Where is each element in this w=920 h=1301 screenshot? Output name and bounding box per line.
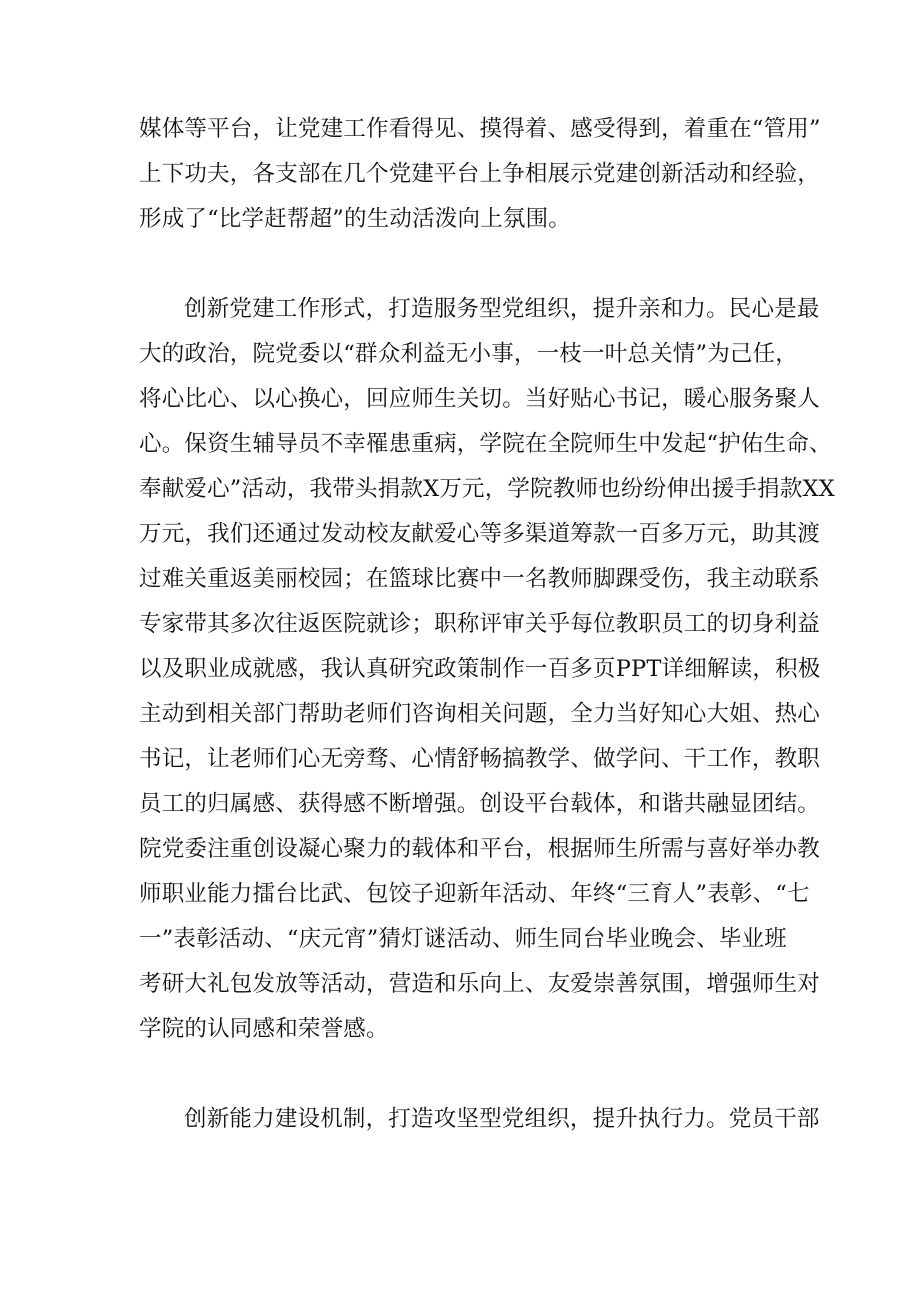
paragraph-2-line-9: 以及职业成就感，我认真研究政策制作一百多页PPT详细解读，积极 — [139, 656, 821, 682]
paragraph-2-line-4: 心。保资生辅导员不幸罹患重病，学院在全院师生中发起“护佑生命、 — [139, 431, 832, 457]
paragraph-2-line-15: 一”表彰活动、“庆元宵”猜灯谜活动、师生同台毕业晚会、毕业班 — [139, 926, 788, 952]
paragraph-2-line-1: 创新党建工作形式，打造服务型党组织，提升亲和力。民心是最 — [184, 296, 820, 322]
paragraph-2-line-10: 主动到相关部门帮助老师们咨询相关问题，全力当好知心大姐、热心 — [139, 701, 821, 727]
paragraph-2-line-16: 考研大礼包发放等活动，营造和乐向上、友爱崇善氛围，增强师生对 — [139, 971, 821, 997]
paragraph-2-line-13: 院党委注重创设凝心聚力的载体和平台，根据师生所需与喜好举办教 — [139, 836, 821, 862]
paragraph-2-line-5: 奉献爱心”活动，我带头捐款X万元，学院教师也纷纷伸出援手捐款XX — [139, 476, 835, 502]
paragraph-2-line-7: 过难关重返美丽校园；在篮球比赛中一名教师脚踝受伤，我主动联系 — [139, 566, 821, 592]
paragraph-2-line-11: 书记，让老师们心无旁骛、心情舒畅搞教学、做学问、干工作，教职 — [139, 746, 821, 772]
paragraph-1-line-2: 上下功夫，各支部在几个党建平台上争相展示党建创新活动和经验， — [139, 161, 821, 187]
paragraph-2-line-14: 师职业能力擂台比武、包饺子迎新年活动、年终“三育人”表彰、“七 — [139, 881, 810, 907]
paragraph-1-line-3: 形成了“比学赶帮超”的生动活泼向上氛围。 — [139, 206, 572, 232]
paragraph-2-line-17: 学院的认同感和荣誉感。 — [139, 1016, 389, 1042]
paragraph-2-line-2: 大的政治，院党委以“群众利益无小事，一枝一叶总关情”为己任， — [139, 341, 799, 367]
paragraph-3-line-1: 创新能力建设机制，打造攻坚型党组织，提升执行力。党员干部 — [184, 1106, 820, 1132]
paragraph-2-line-3: 将心比心、以心换心，回应师生关切。当好贴心书记，暖心服务聚人 — [139, 386, 821, 412]
paragraph-2-line-12: 员工的归属感、获得感不断增强。创设平台载体，和谐共融显团结。 — [139, 791, 821, 817]
paragraph-1-line-1: 媒体等平台，让党建工作看得见、摸得着、感受得到，着重在“管用” — [139, 116, 821, 142]
paragraph-2-line-8: 专家带其多次往返医院就诊；职称评审关乎每位教职员工的切身利益 — [139, 611, 821, 637]
paragraph-2-line-6: 万元，我们还通过发动校友献爱心等多渠道筹款一百多万元，助其渡 — [139, 521, 821, 547]
